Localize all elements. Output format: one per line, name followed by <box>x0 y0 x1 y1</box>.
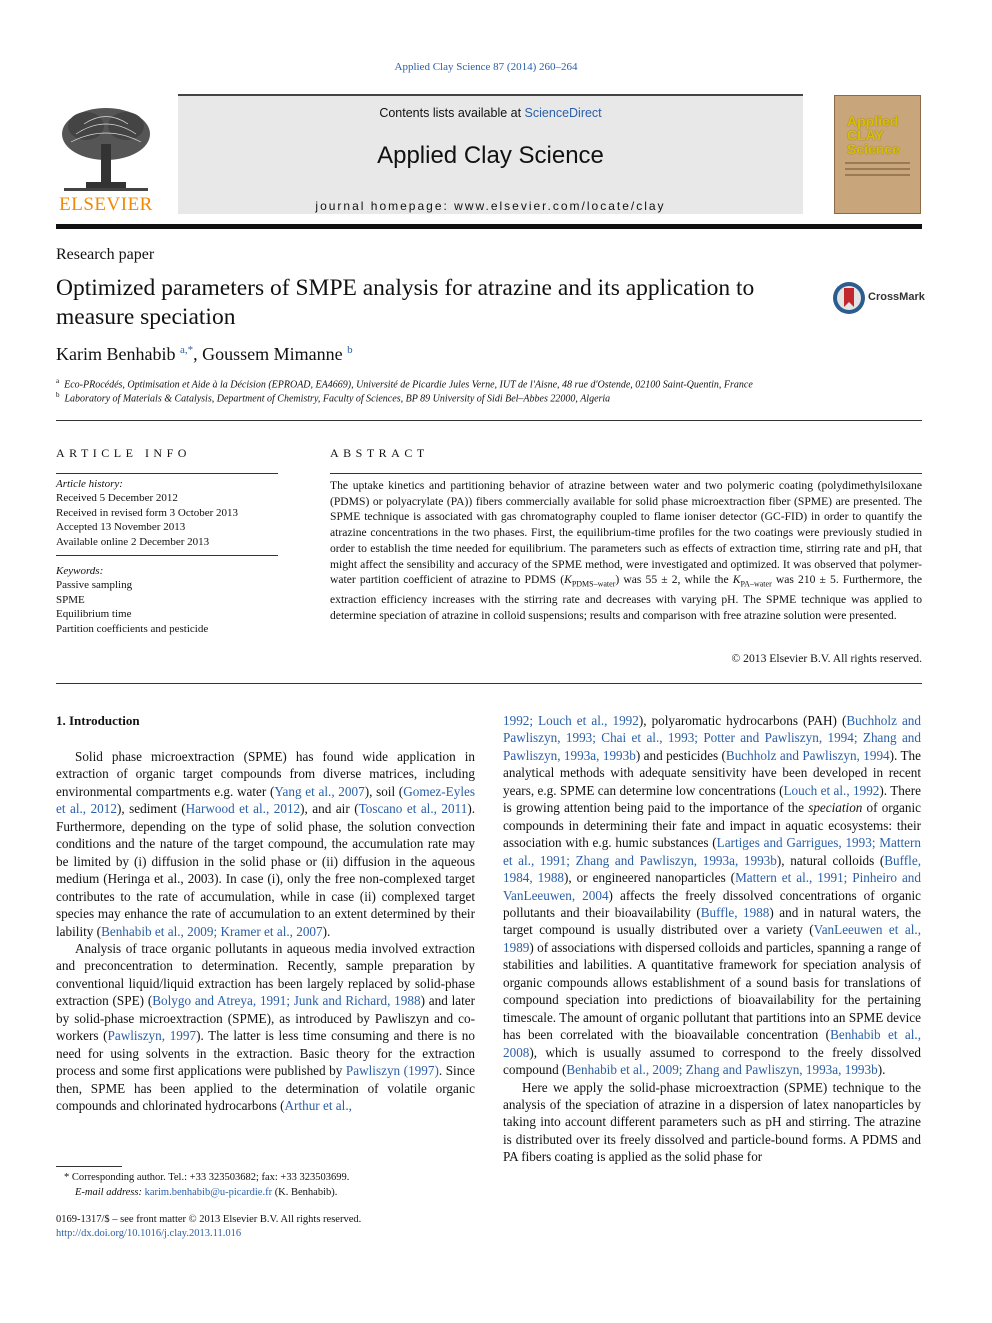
body-text: ), polyaromatic hydrocarbons (PAH) ( <box>638 713 847 728</box>
abstract-heading: ABSTRACT <box>330 446 429 460</box>
article-info-divider <box>56 555 278 556</box>
author-affiliation-ref[interactable]: a,* <box>179 344 194 356</box>
crossmark-label: CrossMark <box>868 291 925 303</box>
body-text: Solid phase microextraction (SPME) has found wide application in extraction of organic target compounds from diverse matrices, including environmental compartments e.g. water ( <box>56 749 475 799</box>
body-paragraph <box>56 748 475 940</box>
citation-link[interactable]: Buffle, 1984, 1988 <box>503 852 921 886</box>
section-heading-introduction: 1. Introduction <box>56 713 140 728</box>
history-label: Article history: <box>56 478 123 490</box>
body-paragraph <box>56 940 475 1115</box>
body-paragraph <box>503 712 921 1079</box>
citation-link[interactable]: Benhabib et al., 2009; Zhang and Pawliszyn, 1993a, 1993b <box>566 1062 878 1078</box>
abstract-text <box>330 478 922 624</box>
email-suffix: (K. Benhabib). <box>272 1187 338 1198</box>
body-text: ), natural colloids ( <box>776 852 885 868</box>
article-title: Optimized parameters of SMPE analysis for atrazine and its application to measure speciation <box>56 275 755 330</box>
body-text: of organic compounds in determining their fate and impact in aquatic ecosystems: their association with e.g. humic substances ( <box>503 800 921 851</box>
journal-name: Applied Clay Science <box>377 142 604 169</box>
crossmark-icon <box>832 281 866 315</box>
issn-line: 0169-1317/$ – see front matter © 2013 Elsevier B.V. All rights reserved. <box>56 1214 362 1225</box>
doi-link[interactable]: http://dx.doi.org/10.1016/j.clay.2013.11.016 <box>56 1228 242 1239</box>
corresponding-author-note: * Corresponding author. Tel.: +33 323503682; fax: +33 323503699. <box>64 1172 350 1183</box>
journal-header <box>178 94 803 214</box>
body-text: ). <box>877 1062 886 1078</box>
body-text: ) and pesticides ( <box>635 747 726 763</box>
citation-link[interactable]: Pawliszyn, 1997 <box>107 1028 197 1044</box>
author-name: Goussem Mimanne <box>202 344 343 364</box>
cover-decoration <box>845 168 910 170</box>
body-column-right <box>503 712 921 1166</box>
history-item: Accepted 13 November 2013 <box>56 521 186 534</box>
body-text: ), sediment ( <box>116 801 186 817</box>
body-text: ), and air ( <box>300 801 359 817</box>
author-name: Karim Benhabib <box>56 344 176 364</box>
elsevier-tree-icon <box>56 104 156 194</box>
article-info-heading: ARTICLE INFO <box>56 446 191 460</box>
crossmark-button[interactable] <box>832 282 925 314</box>
keyword-item: Partition coefficients and pesticide <box>56 622 209 635</box>
citation-link[interactable]: Buffle, 1988 <box>700 904 770 920</box>
citation-link[interactable]: Pawliszyn (1997) <box>345 1063 439 1079</box>
body-text: Here we apply the solid-phase microextraction (SPME) technique to the analysis of the speciation of atrazine in a dispersion of latex nanoparticles by taking into account different parameters such as pH and stirring. The atrazine is distributed over its freely dissolved and particle-bound forms. A PDMS and PA fibers coating is applied as the solid phase for <box>503 1079 921 1165</box>
cover-decoration <box>845 174 910 176</box>
keywords-label: Keywords: <box>56 565 104 577</box>
email-link[interactable]: karim.benhabib@u-picardie.fr <box>144 1187 273 1198</box>
citation-link[interactable]: VanLeeuwen et al., 1989 <box>503 922 921 955</box>
header-divider <box>56 224 922 229</box>
citation-link[interactable]: Bolygo and Atreya, 1991; Junk and Richard, 1988 <box>152 993 421 1009</box>
author-list: Karim Benhabib $^{a,*}$, Goussem Mimanne $^b$ <box>56 344 353 364</box>
citation-link[interactable]: Benhabib et al., 2008 <box>503 1027 922 1060</box>
citation-link[interactable]: Mattern et al., 1991; Pinheiro and VanLeeuwen, 2004 <box>503 870 921 903</box>
history-item: Available online 2 December 2013 <box>56 535 210 548</box>
citation-link[interactable]: Gomez-Eyles et al., 2012 <box>56 783 475 817</box>
body-text: . Since then, SPME has been applied to the determination of volatile organic compounds and chlorinated hydrocarbons ( <box>56 1063 476 1114</box>
journal-cover[interactable] <box>834 95 921 214</box>
elsevier-wordmark: ELSEVIER <box>59 194 153 215</box>
cover-decoration <box>845 162 910 164</box>
journal-homepage[interactable]: journal homepage: www.elsevier.com/locate/clay <box>315 199 666 213</box>
body-divider <box>56 683 922 684</box>
cover-title: Applied CLAY Science <box>847 113 900 157</box>
citation-link[interactable]: Arthur et al., <box>284 1098 352 1114</box>
contents-line <box>178 106 803 120</box>
affiliation-marker: b <box>56 391 60 399</box>
affiliation-text: Eco-PRocédés, Optimisation et Aide à la Décision (EPROAD, EA4669), Université de Picardie Jules Verne, IUT de l'Aisne, 48 rue d'Ostende, 02100 Saint-Quentin, France <box>64 379 753 391</box>
affiliation <box>56 391 610 404</box>
sciencedirect-link[interactable]: ScienceDirect <box>524 106 602 120</box>
affiliation-text: Laboratory of Materials & Catalysis, Department of Chemistry, Faculty of Sciences, BP 89 University of Sidi Bel–Abbes 22000, Algeria <box>64 393 611 405</box>
citation-link[interactable]: Buchholz and Pawliszyn, 1994 <box>725 747 890 763</box>
body-text: ). <box>322 923 331 939</box>
abstract-copyright: © 2013 Elsevier B.V. All rights reserved. <box>731 652 922 665</box>
body-text: ), soil ( <box>364 783 404 799</box>
footnote-divider <box>56 1166 122 1167</box>
body-text: ). The analytical methods with adequate sensitivity have been developed in recent years, e.g. SPME can determine low concentrations ( <box>503 747 922 798</box>
body-column-left <box>56 748 475 1115</box>
abstract-symbol: K <box>732 573 741 587</box>
body-text: ) and in natural waters, the target compound is usually distributed over a variety ( <box>503 904 921 938</box>
article-type: Research paper <box>56 246 155 263</box>
citation-link[interactable]: Benhabib et al., 2009; Kramer et al., 2007 <box>101 923 323 939</box>
history-item: Received 5 December 2012 <box>56 492 178 505</box>
history-item: Received in revised form 3 October 2013 <box>56 506 239 519</box>
abstract-symbol: K <box>564 573 572 587</box>
abstract-divider <box>330 473 922 474</box>
abstract-subscript: PDMS–water <box>571 579 616 589</box>
abstract-segment: was 210 ± 5. Furthermore, the extraction efficiency increases with the stirring rate and decreases with varying pH. The SPME technique was applied to determine speciation of atrazine in colloid suspensions; results and comparison with free atrazine solution were presented. <box>330 573 922 622</box>
citation-link[interactable]: Harwood et al., 2012 <box>185 801 301 817</box>
body-text: ) and later by solid-phase microextraction (SPME), as introduced by Pawliszyn and co-workers ( <box>56 993 476 1044</box>
body-text: ), which is usually assumed to correspond to the freely dissolved compound ( <box>503 1044 921 1078</box>
email-note <box>75 1187 337 1198</box>
body-text: ). There is growing attention being paid to the importance of the <box>503 782 921 816</box>
citation-link[interactable]: Lartiges and Garrigues, 1993; Mattern et al., 1991; Zhang and Pawliszyn, 1993a, 1993b <box>503 835 922 868</box>
abstract-segment: ) was 55 ± 2, while the <box>615 573 733 587</box>
citation-link[interactable]: Buchholz and Pawliszyn, 1993; Chai et al., 1993; Potter and Pawliszyn, 1994; Zhang and Pawliszyn, 1993a, 1993b <box>503 713 921 763</box>
keyword-item: SPME <box>56 593 85 606</box>
citation-link[interactable]: Toscano et al., 2011 <box>358 801 468 817</box>
citation-link[interactable]: 1992; Louch et al., 1992 <box>503 713 639 728</box>
body-text: ). The latter is less time consuming and there is no need for using solvents in the extraction. Basic theory for the extraction process and some first applications were published by <box>56 1028 475 1079</box>
author-affiliation-ref[interactable]: b <box>347 344 353 356</box>
body-text: ). Furthermore, depending on the type of solid phase, the solution convection conditions and the nature of the target compound, the accumulation rate may be limited by (i) diffusion in the solid phase or (ii) diffusion in the aqueous medium (Heringa et al., 2003). In case (i), only the free non-complexed target contributes to the rate of accumulation, while in case (ii) complexed target species may enhance the rate of accumulation to an extent determined by their lability ( <box>56 801 476 939</box>
keyword-item: Passive sampling <box>56 579 133 592</box>
article-info-divider <box>56 473 278 474</box>
contents-prefix: Contents lists available at <box>379 106 525 120</box>
body-text: ) affects the freely dissolved concentrations of organic pollutants and their bioavailability ( <box>503 887 921 920</box>
citation-link[interactable]: Yang et al., 2007 <box>274 783 365 799</box>
emphasis-text: speciation <box>808 800 863 816</box>
affiliation <box>56 377 753 390</box>
body-text: Analysis of trace organic pollutants in aqueous media involved extraction and preconcentration to determination. Recently, sample preparation by conventional liquid/liquid extraction has been largely replaced by solid-phase extraction (SPE) ( <box>56 940 475 1009</box>
affiliation-marker: a <box>56 377 60 385</box>
body-paragraph <box>503 1079 921 1166</box>
keywords <box>56 564 208 636</box>
body-text: ) of associations with dispersed colloids and particles, spanning a range of stabilities and labilities. A quantitative framework for speciation analysis of organic compounds allows establishment of a sound basis for translations of compound speciation into predictions of bioavailability for the pertaining timescale. The amount of organic pollutant that partitions into an SPME device has been correlated with the bioavailable concentration ( <box>503 939 921 1043</box>
citation-link[interactable]: Louch et al., 1992 <box>783 782 880 798</box>
abstract-subscript: PA–water <box>740 579 772 589</box>
section-divider <box>56 420 922 421</box>
abstract-segment: The uptake kinetics and partitioning behavior of atrazine between water and two polymeric coating (polydimethylsiloxane (PDMS) or polyacrylate (PA)) fibers commercially available for solid phase microextraction fiber (SPME) are presented. The SPME technique is associated with gas chromatography coupled to flame ioniser detector (GC-FID) in order to quantify the atrazine concentrations in the two phases. First, the equilibrium-time profiles for the two coatings were previously studied in order to establish the time needed for equilibrium. The parameters such as effects of extraction time, stirring rate and pH, that might affect the sensibility and accuracy of the SPME method, were investigated and optimized. It was observed that polymer-water partition coefficient of atrazine to PDMS ( <box>330 479 922 587</box>
keyword-item: Equilibrium time <box>56 608 132 621</box>
body-text: ), or engineered nanoparticles ( <box>564 870 736 886</box>
email-label: E-mail address: <box>75 1187 145 1198</box>
article-history <box>56 477 238 549</box>
elsevier-logo <box>56 104 156 216</box>
journal-citation[interactable]: Applied Clay Science 87 (2014) 260–264 <box>394 61 578 73</box>
